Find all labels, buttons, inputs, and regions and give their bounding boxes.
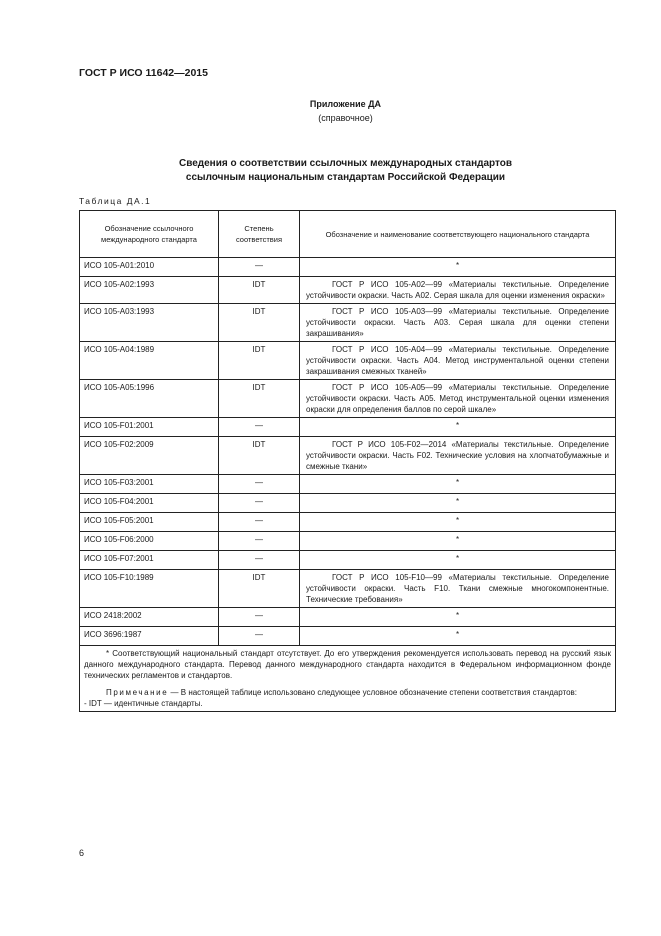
annex-header <box>0 97 661 125</box>
std-cell: ИСО 3696:1987 <box>80 627 219 646</box>
std-cell: ИСО 105-A03:1993 <box>80 304 219 342</box>
national-text: ГОСТ Р ИСО 105-A05—99 «Материалы текстильные. Определение устойчивости окраски. Часть A05. Метод инструментальной оценки изменения окраски для определения баллов по серой шкале» <box>306 383 609 414</box>
degree-cell: — <box>219 608 300 627</box>
national-text: ГОСТ Р ИСО 105-A02—99 «Материалы текстильные. Определение устойчивости окраски. Часть A02. Серая шкала для оценки изменения окраски» <box>306 280 609 300</box>
national-cell <box>300 304 616 342</box>
heading-line-2: ссылочным национальным стандартам Российской Федерации <box>185 172 506 183</box>
table-notes-row <box>80 646 616 712</box>
column-header-national: Обозначение и наименование соответствующего национального стандарта <box>300 211 616 258</box>
table-row <box>80 494 616 513</box>
table-row <box>80 418 616 437</box>
table-row <box>80 627 616 646</box>
std-cell: ИСО 2418:2002 <box>80 608 219 627</box>
degree-cell: IDT <box>219 342 300 380</box>
std-cell: ИСО 105-F01:2001 <box>80 418 219 437</box>
national-cell <box>300 277 616 304</box>
degree-cell: IDT <box>219 277 300 304</box>
table-row <box>80 258 616 277</box>
degree-cell: — <box>219 258 300 277</box>
national-cell: * <box>300 608 616 627</box>
national-cell: * <box>300 513 616 532</box>
page-number: 6 <box>79 848 85 858</box>
table-row <box>80 551 616 570</box>
section-heading <box>0 157 661 185</box>
degree-cell: IDT <box>219 570 300 608</box>
national-cell <box>300 570 616 608</box>
national-text: ГОСТ Р ИСО 105-A03—99 «Материалы текстильные. Определение устойчивости окраски. Часть A03. Серая шкала для оценки степени закрашивания» <box>306 307 609 338</box>
table-caption: Таблица ДА.1 <box>79 196 152 206</box>
column-header-international: Обозначение ссылочного международного стандарта <box>80 211 219 258</box>
std-cell: ИСО 105-F05:2001 <box>80 513 219 532</box>
national-cell: * <box>300 475 616 494</box>
std-cell: ИСО 105-A05:1996 <box>80 380 219 418</box>
degree-cell: — <box>219 627 300 646</box>
national-cell: * <box>300 258 616 277</box>
footnote-text: * Соответствующий национальный стандарт отсутствует. До его утверждения рекомендуется использовать перевод на русский язык данного международного стандарта. Перевод данного международного стандарта находится в Федеральном информационном фонде технических регламентов и стандартов. <box>84 649 611 680</box>
table-row <box>80 475 616 494</box>
national-cell: * <box>300 494 616 513</box>
document-code: ГОСТ Р ИСО 11642—2015 <box>79 67 208 79</box>
table-row <box>80 277 616 304</box>
table-row <box>80 342 616 380</box>
national-cell: * <box>300 627 616 646</box>
degree-cell: — <box>219 513 300 532</box>
national-cell: * <box>300 551 616 570</box>
degree-cell: IDT <box>219 380 300 418</box>
national-cell <box>300 380 616 418</box>
degree-cell: — <box>219 532 300 551</box>
table-row <box>80 380 616 418</box>
std-cell: ИСО 105-F02:2009 <box>80 437 219 475</box>
note <box>84 687 611 709</box>
degree-cell: — <box>219 418 300 437</box>
degree-cell: IDT <box>219 304 300 342</box>
table-row <box>80 304 616 342</box>
std-cell: ИСО 105-F04:2001 <box>80 494 219 513</box>
national-cell <box>300 437 616 475</box>
degree-cell: IDT <box>219 437 300 475</box>
annex-subtitle: (справочное) <box>318 113 373 123</box>
column-header-degree: Степень соответствия <box>219 211 300 258</box>
table-row <box>80 608 616 627</box>
degree-cell: — <box>219 551 300 570</box>
note-text: — В настоящей таблице использовано следующее условное обозначение степени соответствия стандартов: <box>168 688 577 697</box>
table-row <box>80 532 616 551</box>
annex-title: Приложение ДА <box>309 99 382 109</box>
table-row <box>80 570 616 608</box>
correspondence-table <box>79 210 616 712</box>
national-cell: * <box>300 532 616 551</box>
footnote <box>84 648 611 681</box>
national-cell <box>300 342 616 380</box>
std-cell: ИСО 105-F06:2000 <box>80 532 219 551</box>
std-cell: ИСО 105-F10:1989 <box>80 570 219 608</box>
std-cell: ИСО 105-A01:2010 <box>80 258 219 277</box>
national-text: ГОСТ Р ИСО 105-F10—99 «Материалы текстильные. Определение устойчивости окраски. Часть F10. Ткани смежные многокомпонентные. Технические требования» <box>306 573 609 604</box>
std-cell: ИСО 105-F07:2001 <box>80 551 219 570</box>
table-notes <box>80 646 616 712</box>
heading-line-1: Сведения о соответствии ссылочных международных стандартов <box>178 158 513 169</box>
degree-cell: — <box>219 475 300 494</box>
note-label: Примечание <box>106 688 169 697</box>
std-cell: ИСО 105-F03:2001 <box>80 475 219 494</box>
table-row <box>80 437 616 475</box>
table-row <box>80 513 616 532</box>
std-cell: ИСО 105-A02:1993 <box>80 277 219 304</box>
std-cell: ИСО 105-A04:1989 <box>80 342 219 380</box>
national-cell: * <box>300 418 616 437</box>
table-header-row <box>80 211 616 258</box>
degree-cell: — <box>219 494 300 513</box>
note-item: - IDT — идентичные стандарты. <box>84 699 203 708</box>
national-text: ГОСТ Р ИСО 105-A04—99 «Материалы текстильные. Определение устойчивости окраски. Часть A04. Метод инструментальной оценки степени закрашивания смежных тканей» <box>306 345 609 376</box>
national-text: ГОСТ Р ИСО 105-F02—2014 «Материалы текстильные. Определение устойчивости окраски. Часть F02. Технические условия на хлопчатобумажные и смежные ткани» <box>306 440 609 471</box>
